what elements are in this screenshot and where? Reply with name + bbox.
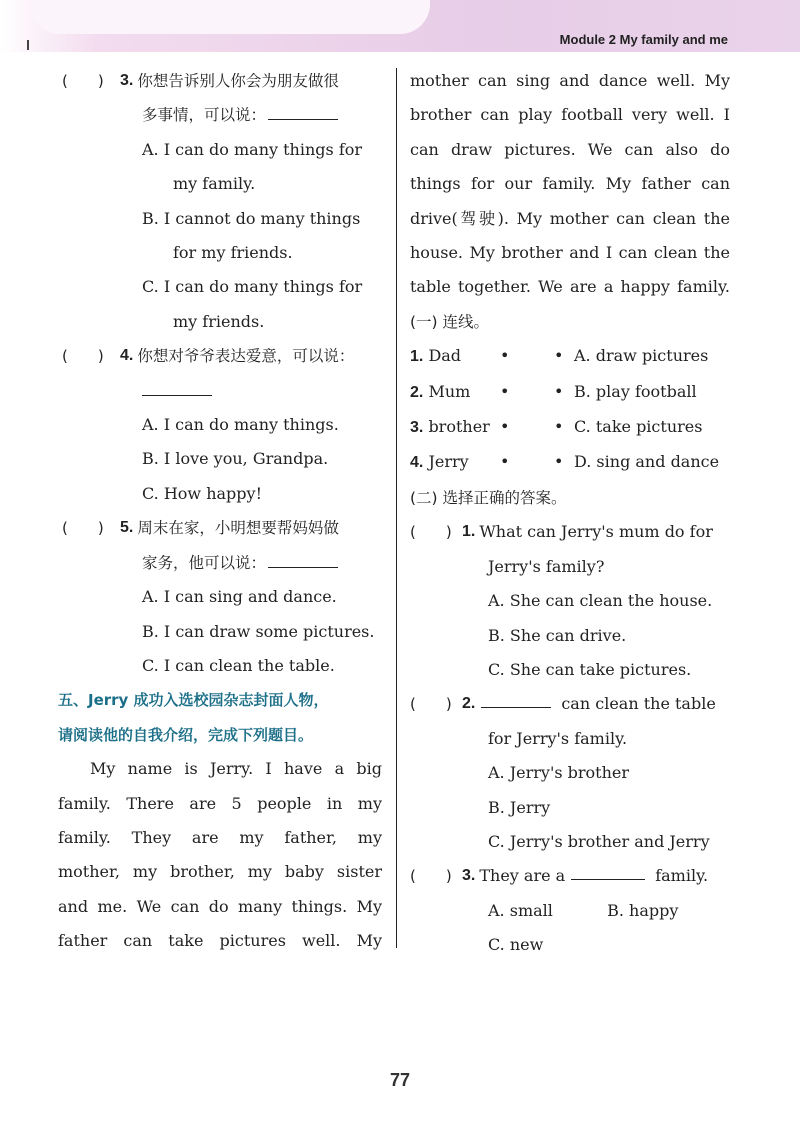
option-a: A. Jerry's brother	[488, 763, 630, 783]
option-c: C. Jerry's brother and Jerry	[488, 831, 710, 851]
match-left: Mum	[428, 381, 471, 401]
question-text-cont: Jerry's family?	[488, 556, 605, 576]
question-text: 周末在家，小明想要帮妈妈做	[137, 519, 339, 538]
match-left: Jerry	[428, 452, 469, 472]
answer-bracket[interactable]: ( )	[62, 519, 104, 538]
question-text-end: family.	[655, 866, 709, 886]
match-right: C. take pictures	[574, 417, 703, 437]
option-a: A. I can do many things for	[142, 139, 363, 159]
passage-line: family. There are 5 people in my	[58, 793, 382, 813]
answer-blank	[481, 687, 551, 708]
question-number: 4.	[120, 347, 134, 365]
banner-decoration	[30, 0, 430, 34]
answer-bracket[interactable]: ( )	[410, 523, 452, 542]
passage-line: house. My brother and I can clean the	[410, 243, 730, 263]
question-4	[62, 339, 382, 373]
answer-blank	[268, 547, 338, 568]
passage-line: and me. We can do many things. My	[58, 896, 382, 916]
match-left: Dad	[428, 346, 462, 366]
match-left: brother	[428, 417, 490, 437]
match-dot-right[interactable]: •	[554, 346, 564, 366]
section-heading-cont: 请阅读他的自我介绍，完成下列题目。	[58, 725, 314, 744]
answer-blank	[571, 859, 645, 880]
options-row	[410, 894, 730, 928]
passage-line: drive(驾驶). My mother can clean the	[410, 208, 730, 228]
option-b: B. I can draw some pictures.	[142, 621, 375, 641]
match-right: D. sing and dance	[574, 452, 720, 472]
match-dot-right[interactable]: •	[554, 417, 564, 437]
question-number: 2.	[462, 695, 476, 713]
question-number: 1.	[462, 523, 476, 541]
question-3	[62, 64, 382, 98]
match-number: 3.	[410, 419, 424, 437]
answer-bracket[interactable]: ( )	[62, 72, 104, 90]
option-b: B. happy	[607, 900, 679, 920]
passage-line: brother can play football very well. I	[410, 105, 730, 125]
question-text: 你想对爷爷表达爱意，可以说：	[137, 347, 355, 366]
option-c: C. I can clean the table.	[142, 655, 335, 675]
match-dot-left[interactable]: •	[500, 417, 510, 437]
option-b: B. I love you, Grandpa.	[142, 449, 329, 469]
match-row	[410, 375, 730, 410]
answer-blank	[268, 99, 338, 120]
option-c: C. How happy!	[142, 483, 263, 503]
passage-line: father can take pictures well. My	[58, 931, 382, 951]
passage-line: My name is Jerry. I have a big	[90, 759, 382, 779]
option-a: A. I can sing and dance.	[142, 587, 337, 607]
match-dot-right[interactable]: •	[554, 381, 564, 401]
match-right: B. play football	[574, 381, 697, 401]
match-row	[410, 410, 730, 445]
question-text: 多事情，可以说：	[142, 106, 267, 125]
question-number: 5.	[120, 519, 134, 537]
right-column	[410, 64, 730, 963]
passage-line: mother can sing and dance well. My	[410, 71, 730, 90]
option-b-cont: for my friends.	[173, 243, 293, 263]
passage-line: table together. We are a happy family.	[410, 277, 730, 297]
match-dot-left[interactable]: •	[500, 346, 510, 366]
answer-blank	[142, 375, 212, 396]
match-row	[410, 339, 730, 374]
question-text: 家务，他可以说：	[142, 553, 267, 572]
option-b: B. Jerry	[488, 797, 551, 817]
section-heading: 五、Jerry 成功入选校园杂志封面人物，	[58, 691, 329, 710]
question-text: can clean the table	[561, 694, 716, 714]
passage-line: things for our family. My father can	[410, 174, 730, 194]
option-b: B. She can drive.	[488, 625, 627, 645]
question-number: 3.	[462, 867, 476, 885]
match-dot-left[interactable]: •	[500, 381, 510, 401]
part1-heading: (一) 连线。	[410, 312, 490, 331]
answer-bracket[interactable]: ( )	[62, 347, 104, 366]
module-title: Module 2 My family and me	[559, 32, 728, 47]
match-row	[410, 445, 730, 480]
page-number: 77	[389, 1070, 411, 1090]
banner-mark	[27, 40, 29, 50]
column-divider	[396, 68, 397, 948]
part2-question-2	[410, 687, 730, 721]
match-number: 4.	[410, 454, 424, 472]
question-text-cont: for Jerry's family.	[488, 728, 628, 748]
question-text: What can Jerry's mum do for	[479, 522, 713, 542]
match-number: 1.	[410, 348, 424, 366]
match-number: 2.	[410, 383, 424, 401]
match-right: A. draw pictures	[574, 346, 709, 366]
option-c: C. She can take pictures.	[488, 659, 692, 679]
option-a: A. small	[488, 900, 553, 920]
question-text: They are a	[479, 866, 566, 886]
question-text: 你想告诉别人你会为朋友做很	[137, 72, 339, 90]
match-dot-right[interactable]: •	[554, 452, 564, 472]
part2-heading: (二) 选择正确的答案。	[410, 488, 567, 507]
left-column	[58, 64, 382, 959]
option-a: A. I can do many things.	[142, 415, 339, 435]
option-a-cont: my family.	[173, 174, 256, 194]
question-5	[62, 511, 382, 545]
match-dot-left[interactable]: •	[500, 452, 510, 472]
passage-line: mother, my brother, my baby sister	[58, 862, 382, 882]
option-b: B. I cannot do many things	[142, 208, 361, 228]
passage-line: can draw pictures. We can also do	[410, 139, 730, 159]
answer-bracket[interactable]: ( )	[410, 695, 452, 714]
option-c: C. I can do many things for	[142, 277, 363, 297]
passage-line: family. They are my father, my	[58, 827, 382, 847]
part2-question-1	[410, 515, 730, 549]
answer-bracket[interactable]: ( )	[410, 867, 452, 886]
option-a: A. She can clean the house.	[488, 591, 713, 611]
option-c-cont: my friends.	[173, 311, 265, 331]
question-number: 3.	[120, 72, 134, 89]
part2-question-3	[410, 859, 730, 893]
option-c: C. new	[488, 935, 544, 955]
